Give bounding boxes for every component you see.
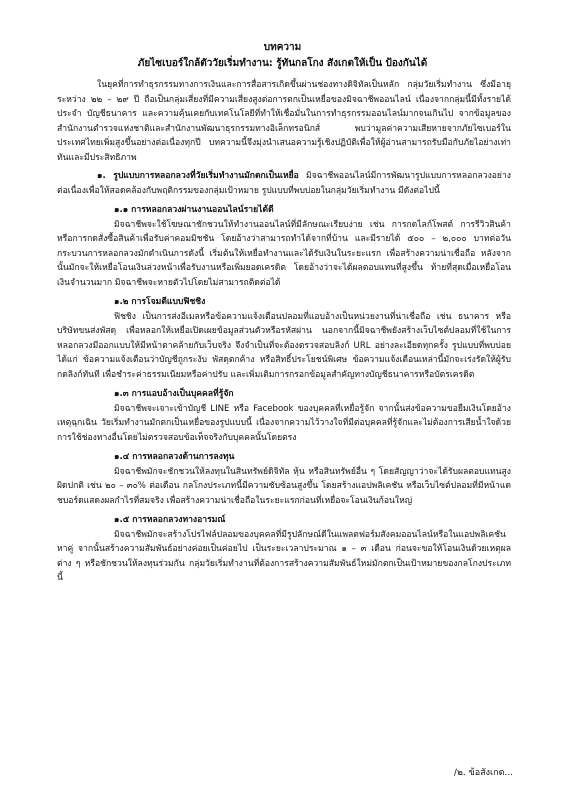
document-title: ภัยไซเบอร์ใกล้ตัววัยเริ่มทำงาน: รู้ทันกลโกง สังเกตให้เป็น ป้องกันได้ bbox=[137, 58, 428, 69]
document-label: บทความ bbox=[263, 42, 302, 53]
subsection-heading: ๑.๓ การแอบอ้างเป็นบุคคลที่รู้จัก bbox=[114, 389, 234, 399]
subsection-text: มิจฉาชีพมักจะสร้างโปรไฟล์ปลอมของบุคคลที่มีรูปลักษณ์ดีในแพลตฟอร์มสังคมออนไลน์หรือในแอปพลิเคชันหาคู่ จากนั้นสร้างความสัมพันธ์อย่างค่อยเป็นค่อยไป เป็นระยะเวลาประมาณ ๑ – ๓ เดือน ก่อนจะขอให้โอนเงินด้วยเหตุผลต่าง ๆ หรือชักชวนให้ลงทุนร่วมกัน กลุ่มวัยเริ่มทำงานที่ต้องการสร้างความสัมพันธ์ใหม่มักตกเป็นเป้าหมายของกลโกงประเภทนี้ bbox=[57, 529, 511, 583]
subsection-heading: ๑.๔ การหลอกลวงด้านการลงทุน bbox=[114, 452, 235, 462]
subsection-text: มิจฉาชีพจะใช้โฆษณาชักชวนให้ทำงานออนไลน์ที่มีลักษณะเรียบง่าย เช่น การกดไลก์โพสต์ การรีวิวสินค้าหรือการกดสั่งซื้อสินค้าเพื่อรับค่าคอมมิชชัน โดยอ้างว่าสามารถทำได้จากที่บ้าน และมีรายได้ ๕๐๐ – ๒,๐๐๐ บาทต่อวัน กระบวนการหลอกลวงมักดำเนินการดังนี้ เริ่มต้นให้เหยื่อทำงานและได้รับเงินในระยะแรก เพื่อสร้างความน่าเชื่อถือ หลังจากนั้นมักจะให้เหยื่อโอนเงินล่วงหน้าเพื่อรับงานหรือเพิ่มยอดเครดิต โดยอ้างว่าจะได้ผลตอบแทนที่สูงขึ้น ท้ายที่สุดเมื่อเหยื่อโอนเงินจำนวนมาก มิจฉาชีพจะหายตัวไปโดยไม่สามารถติดต่อได้ bbox=[57, 219, 511, 288]
subsection-text: มิจฉาชีพมักจะชักชวนให้ลงทุนในสินทรัพย์ดิจิทัล หุ้น หรือสินทรัพย์อื่น ๆ โดยสัญญาว่าจะได้รับผลตอบแทนสูงผิดปกติ เช่น ๒๐ – ๓๐% ต่อเดือน กลโกงประเภทนี้มีความซับซ้อนสูงขึ้น โดยสร้างแอปพลิเคชัน หรือเว็บไซต์ปลอมที่มีหน้าแดชบอร์ดแสดงผลกำไรที่สมจริง เพื่อสร้างความน่าเชื่อถือในระยะแรกก่อนที่เหยื่อจะโอนเงินก้อนใหญ่ bbox=[57, 466, 511, 506]
subsection-text: ฟิชชิง เป็นการส่งอีเมลหรือข้อความแจ้งเตือนปลอมที่แอบอ้างเป็นหน่วยงานที่น่าเชื่อถือ เช่น ธนาคาร หรือบริษัทขนส่งพัสดุ เพื่อหลอกให้เหยื่อเปิดเผยข้อมูลส่วนตัวหรือรหัสผ่าน นอกจากนี้มิจฉาชีพยังสร้างเว็บไซต์ปลอมที่ใช้ในการหลอกลวงมีออกแบบให้มีหน้าตาคล้ายกับเว็บจริง จึงจำเป็นที่จะต้องตรวจสอบลิงก์ URL อย่างละเอียดทุกครั้ง รูปแบบที่พบบ่อย ได้แก่ ข้อความแจ้งเตือนว่าบัญชีถูกระงับ พัสดุตกค้าง หรือสิทธิ์ประโยชน์พิเศษ ข้อความแจ้งเตือนเหล่านี้มักจะเร่งรัดให้ผู้รับกดลิงก์ทันที เพื่อชำระค่าธรรมเนียมหรือค่าปรับ และเพิ่มเติมการกรอกข้อมูลสำคัญทางบัญชีธนาคารหรือบัตรเครดิต bbox=[57, 311, 511, 380]
section-1-text: มิจฉาชีพออนไลน์มีการพัฒนารูปแบบการหลอกลวงอย่างต่อเนื่องเพื่อให้สอดคล้องกับพฤติกรรมของกลุ่มเป้าหมาย รูปแบบที่พบบ่อยในกลุ่มวัยเริ่มทำงาน มีดังต่อไปนี้ bbox=[57, 171, 511, 196]
subsection-heading: ๑.๑ การหลอกลวงผ่านงานออนไลน์รายได้ดี bbox=[114, 205, 274, 215]
subsection-heading: ๑.๕ การหลอกลวงทางอารมณ์ bbox=[114, 515, 226, 525]
intro-paragraph: ในยุคที่การทำธุรกรรมทางการเงินและการสื่อสารเกิดขึ้นผ่านช่องทางดิจิทัลเป็นหลัก กลุ่มวัยเริ่มทำงาน ซึ่งมีอายุระหว่าง ๒๒ – ๒๙ ปี ถือเป็นกลุ่มเสี่ยงที่มีความเสี่ยงสูงต่อการตกเป็นเหยื่อของมิจฉาชีพออนไลน์ เนื่องจากกลุ่มนี้มีทั้งรายได้ประจำ บัญชีธนาคาร และความคุ้นเคยกับเทคโนโลยีที่ทำให้เชื่อมั่นในการทำธุรกรรมออนไลน์มากจนเกินไป จากข้อมูลของสำนักงานตำรวจแห่งชาติและสำนักงานพัฒนาธุรกรรมทางอิเล็กทรอนิกส์ พบว่ามูลค่าความเสียหายจากภัยไซเบอร์ในประเทศไทยเพิ่มสูงขึ้นอย่างต่อเนื่องทุกปี บทความนี้จึงมุ่งนำเสนอความรู้เชิงปฏิบัติเพื่อให้ผู้อ่านสามารถรับมือกับภัยไอย่างเท่าทันและมีประสิทธิภาพ bbox=[57, 80, 511, 163]
section-1-heading: ๑. รูปแบบการหลอกลวงที่วัยเริ่มทำงานมักตกเป็นเหยื่อ bbox=[97, 171, 299, 181]
next-page-marker: /๒. ข้อสังเกต... bbox=[453, 768, 513, 778]
subsection-text: มิจฉาชีพจะเจาะเข้าบัญชี LINE หรือ Facebook ของบุคคลที่เหยื่อรู้จัก จากนั้นส่งข้อความขอยืมเงินโดยอ้างเหตุฉุกเฉิน วัยเริ่มทำงานมักตกเป็นเหยื่อของรูปแบบนี้ เนื่องจากความไว้วางใจที่มีต่อบุคคลที่รู้จักและไม่ต้องการเสียน้ำใจด้วยการใช้ช่องทางอื่นโดยไม่ตรวจสอบข้อเท็จจริงกับบุคคลนั้นโดยตรง bbox=[57, 403, 511, 443]
section-1-paragraph bbox=[57, 169, 511, 198]
document-body bbox=[57, 78, 511, 586]
subsection-heading: ๑.๒ การโจมตีแบบฟิชชิง bbox=[114, 297, 206, 307]
